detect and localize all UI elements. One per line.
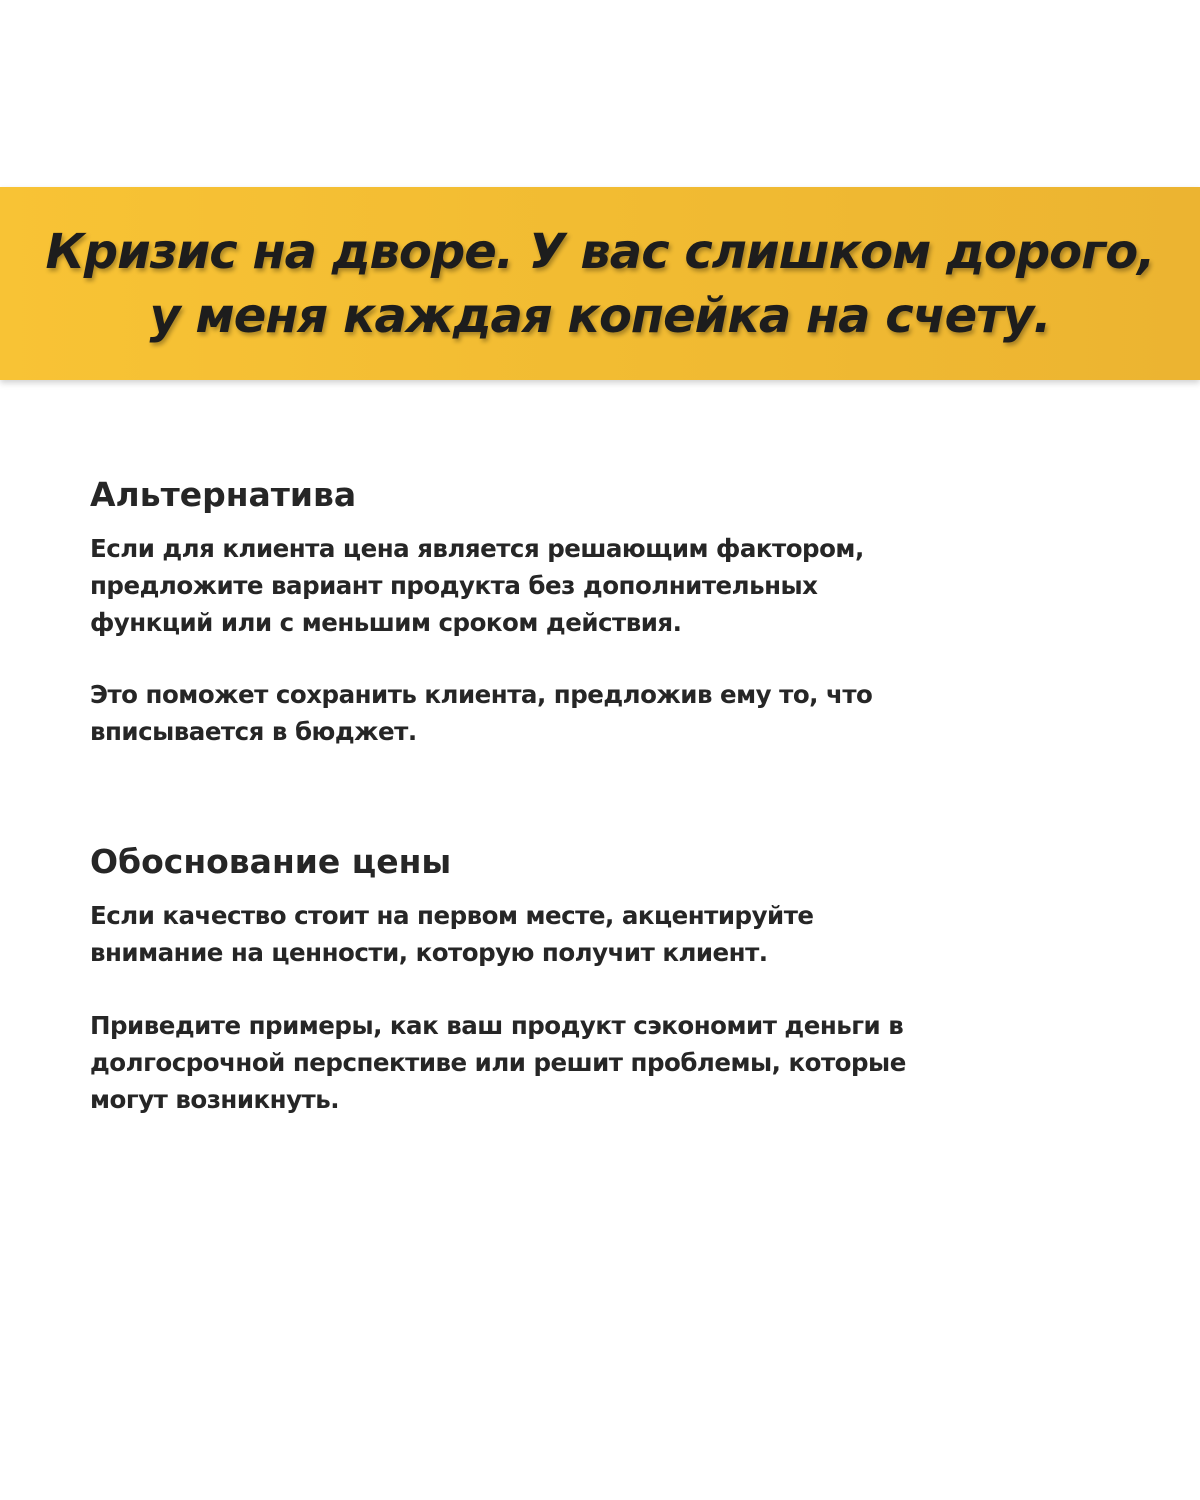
- section-price-paragraph-1: [90, 897, 814, 971]
- text-line: Это поможет сохранить клиента, предложив ему то, что: [90, 680, 873, 709]
- section-title-price-justification: Обоснование цены: [90, 842, 452, 881]
- text-line: внимание на ценности, которую получит клиент.: [90, 938, 768, 967]
- text-line: Приведите примеры, как ваш продукт сэкономит деньги в: [90, 1011, 904, 1040]
- section-price-paragraph-2: [90, 1007, 906, 1118]
- text-line: функций или с меньшим сроком действия.: [90, 608, 682, 637]
- headline-line-2: у меня каждая копейка на счету.: [149, 287, 1051, 344]
- section-title-alternative: Альтернатива: [90, 475, 357, 514]
- text-line: Если качество стоит на первом месте, акцентируйте: [90, 901, 814, 930]
- text-line: могут возникнуть.: [90, 1085, 340, 1114]
- text-line: Если для клиента цена является решающим фактором,: [90, 534, 864, 563]
- text-line: вписывается в бюджет.: [90, 717, 417, 746]
- headline-line-1: Кризис на дворе. У вас слишком дорого,: [45, 223, 1155, 280]
- text-line: долгосрочной перспективе или решит проблемы, которые: [90, 1048, 906, 1077]
- text-line: предложите вариант продукта без дополнительных: [90, 571, 818, 600]
- section-alternative-paragraph-2: [90, 676, 872, 750]
- headline-banner: [0, 187, 1200, 380]
- section-alternative-paragraph-1: [90, 530, 864, 641]
